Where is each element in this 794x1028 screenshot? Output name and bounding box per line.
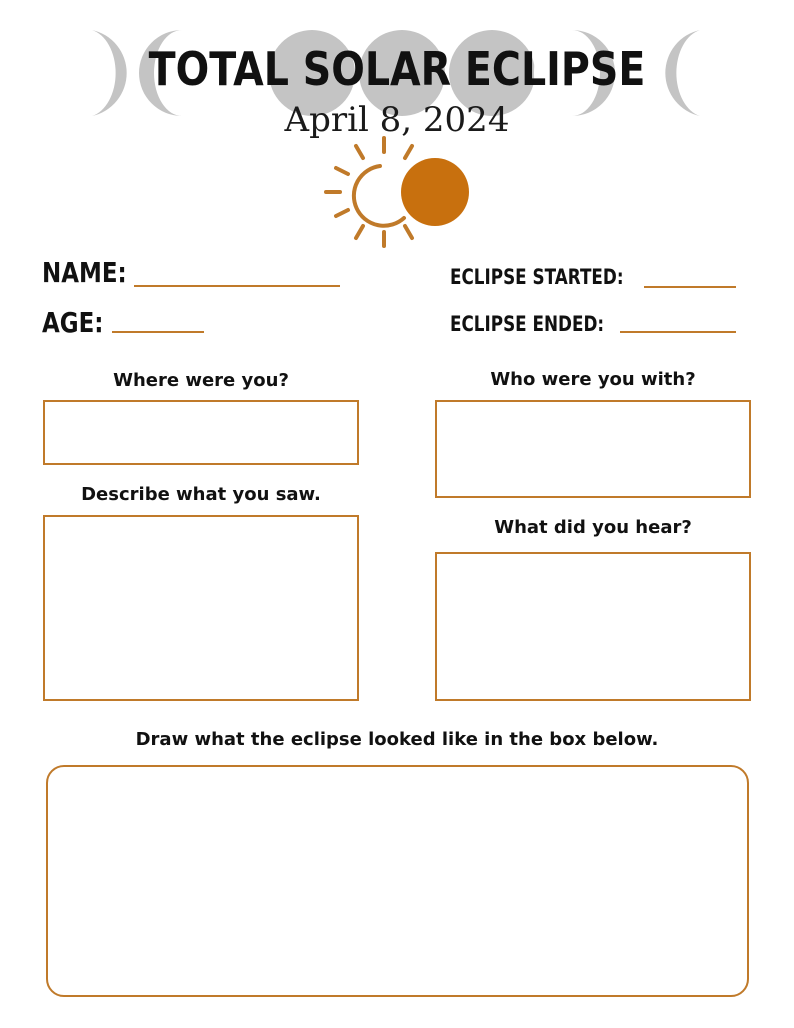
answer-box-describe[interactable]: [43, 515, 359, 701]
answer-box-where[interactable]: [43, 400, 359, 465]
question-draw: Draw what the eclipse looked like in the box below.: [135, 729, 659, 750]
question-describe: Describe what you saw.: [81, 484, 321, 505]
eclipse-ended-label: ECLIPSE ENDED:: [450, 312, 605, 336]
answer-box-who[interactable]: [435, 400, 751, 498]
question-hear: What did you hear?: [494, 517, 692, 538]
question-who: Who were you with?: [490, 369, 696, 390]
eclipse-ended-field[interactable]: [620, 331, 736, 333]
eclipse-started-field[interactable]: [644, 286, 736, 288]
age-field[interactable]: [112, 331, 204, 333]
question-where: Where were you?: [113, 370, 289, 391]
name-field[interactable]: [134, 285, 340, 287]
eclipse-sun-icon: [318, 132, 478, 256]
drawing-box[interactable]: [46, 765, 749, 997]
eclipse-started-label: ECLIPSE STARTED:: [450, 265, 624, 289]
age-label: AGE:: [42, 306, 104, 339]
page-title: TOTAL SOLAR ECLIPSE: [148, 42, 646, 96]
eclipse-date: April 8, 2024: [284, 100, 510, 140]
name-label: NAME:: [42, 256, 127, 289]
moon-disc-icon: [401, 158, 469, 226]
answer-box-hear[interactable]: [435, 552, 751, 701]
